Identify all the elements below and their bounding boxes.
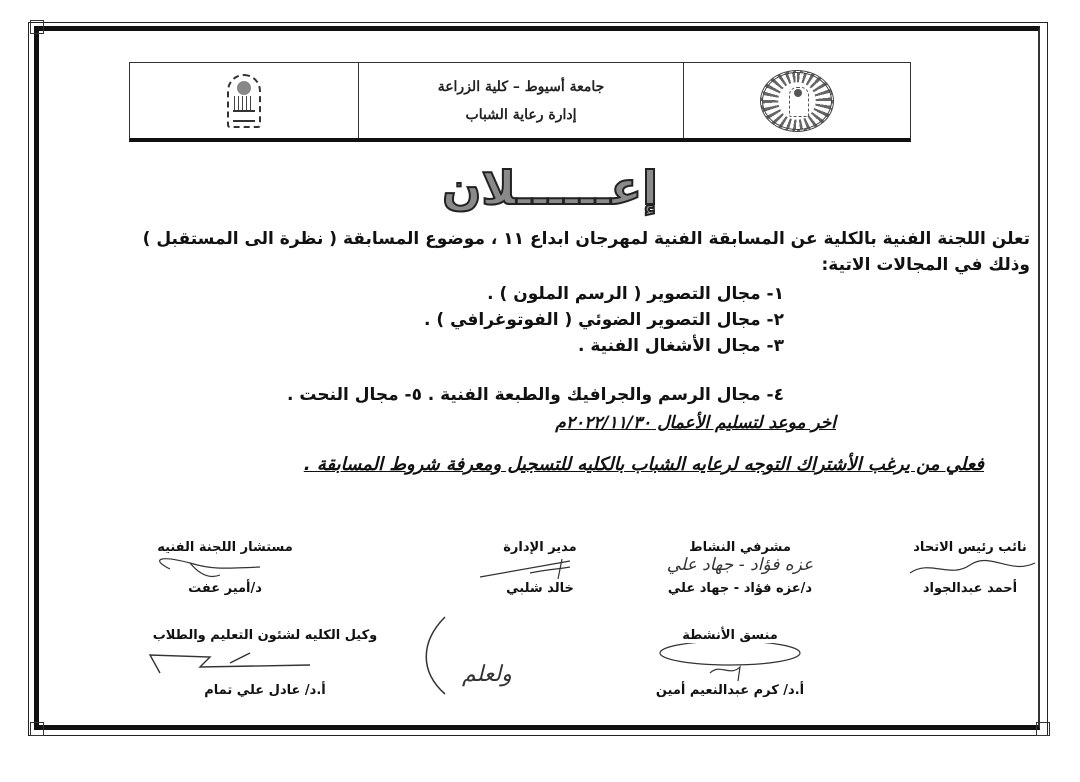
intro-line-1: تعلن اللجنة الفنية بالكلية عن المسابقة الفنية لمهرجان ابداع ١١ ، موضوع المسابقة ( نظرة الى المستقبل ) [142, 229, 1030, 249]
title-container [400, 160, 700, 220]
signature-block-art-advisor [130, 540, 320, 596]
signature-block-union-vp [890, 540, 1050, 596]
university-name: جامعة أسيوط – كلية الزراعة [437, 78, 605, 95]
category-item-5: ٥- مجال النحت . [287, 385, 422, 405]
handwritten-note: ولعلم [462, 662, 512, 687]
signatory-name: خالد شلبي [506, 581, 574, 596]
corner-ornament [30, 722, 44, 736]
handwritten-signature-icon: عزه فؤاد - جهاد علي [666, 555, 814, 575]
corner-ornament [30, 20, 44, 34]
signatory-name: د/أمير عفت [188, 581, 262, 596]
intro-line-2: وذلك في المجالات الاتية: [821, 255, 1030, 275]
university-logo-icon [227, 74, 261, 128]
handwritten-signature-icon [890, 555, 1050, 581]
signatory-name: د/عزه فؤاد - جهاد علي [667, 581, 813, 596]
category-item-4: ٤- مجال الرسم والجرافيك والطبعة الفنية . [427, 385, 784, 405]
registration-call-to-action: فعلي من يرغب الأشتراك التوجه لرعايه الشباب بالكليه للتسجيل ومعرفة شروط المسابقة . [303, 454, 984, 475]
category-item-1: ١- مجال التصوير ( الرسم الملون ) . [487, 284, 784, 304]
handwritten-signature-icon [620, 643, 840, 683]
signature-block-activity-supervisors [640, 540, 840, 596]
signature-role: نائب رئيس الاتحاد [913, 540, 1027, 555]
signature-block-admin-director [470, 540, 610, 596]
signature-role: منسق الأنشطة [682, 628, 778, 643]
signature-role: مدير الإدارة [503, 540, 577, 555]
signature-block-activities-coordinator [620, 628, 840, 698]
signatory-name: أحمد عبدالجواد [922, 581, 1018, 596]
signatory-name: أ.د/ كرم عبدالنعيم أمين [655, 683, 805, 698]
department-name: إدارة رعاية الشباب [465, 106, 577, 123]
signature-role: وكيل الكليه لشئون التعليم والطلاب [152, 628, 378, 643]
handwritten-signature-icon [470, 555, 610, 581]
signature-block-vice-dean [130, 628, 400, 698]
corner-ornament [1036, 722, 1050, 736]
handwritten-signature-icon [130, 643, 400, 683]
faculty-seal-icon [760, 70, 834, 132]
letterhead-right-cell [684, 63, 910, 138]
letterhead-left-cell [130, 63, 359, 138]
handwritten-signature-icon [130, 555, 320, 581]
submission-deadline: اخر موعد لتسليم الأعمال ٢٠٢٢/١١/٣٠م [555, 413, 836, 433]
signature-role: مستشار اللجنة الفنيه [157, 540, 293, 555]
category-item-3: ٣- مجال الأشغال الفنية . [577, 336, 784, 356]
signatory-name: أ.د/ عادل علي تمام [204, 683, 326, 698]
letterhead [129, 62, 911, 142]
category-item-2: ٢- مجال التصوير الضوئي ( الفوتوغرافي ) . [424, 310, 784, 330]
handwritten-approval-mark [415, 612, 575, 706]
letterhead-center-cell [359, 63, 684, 138]
signature-role: مشرفي النشاط [689, 540, 791, 555]
announcement-title: إعــــــلان [442, 161, 658, 215]
